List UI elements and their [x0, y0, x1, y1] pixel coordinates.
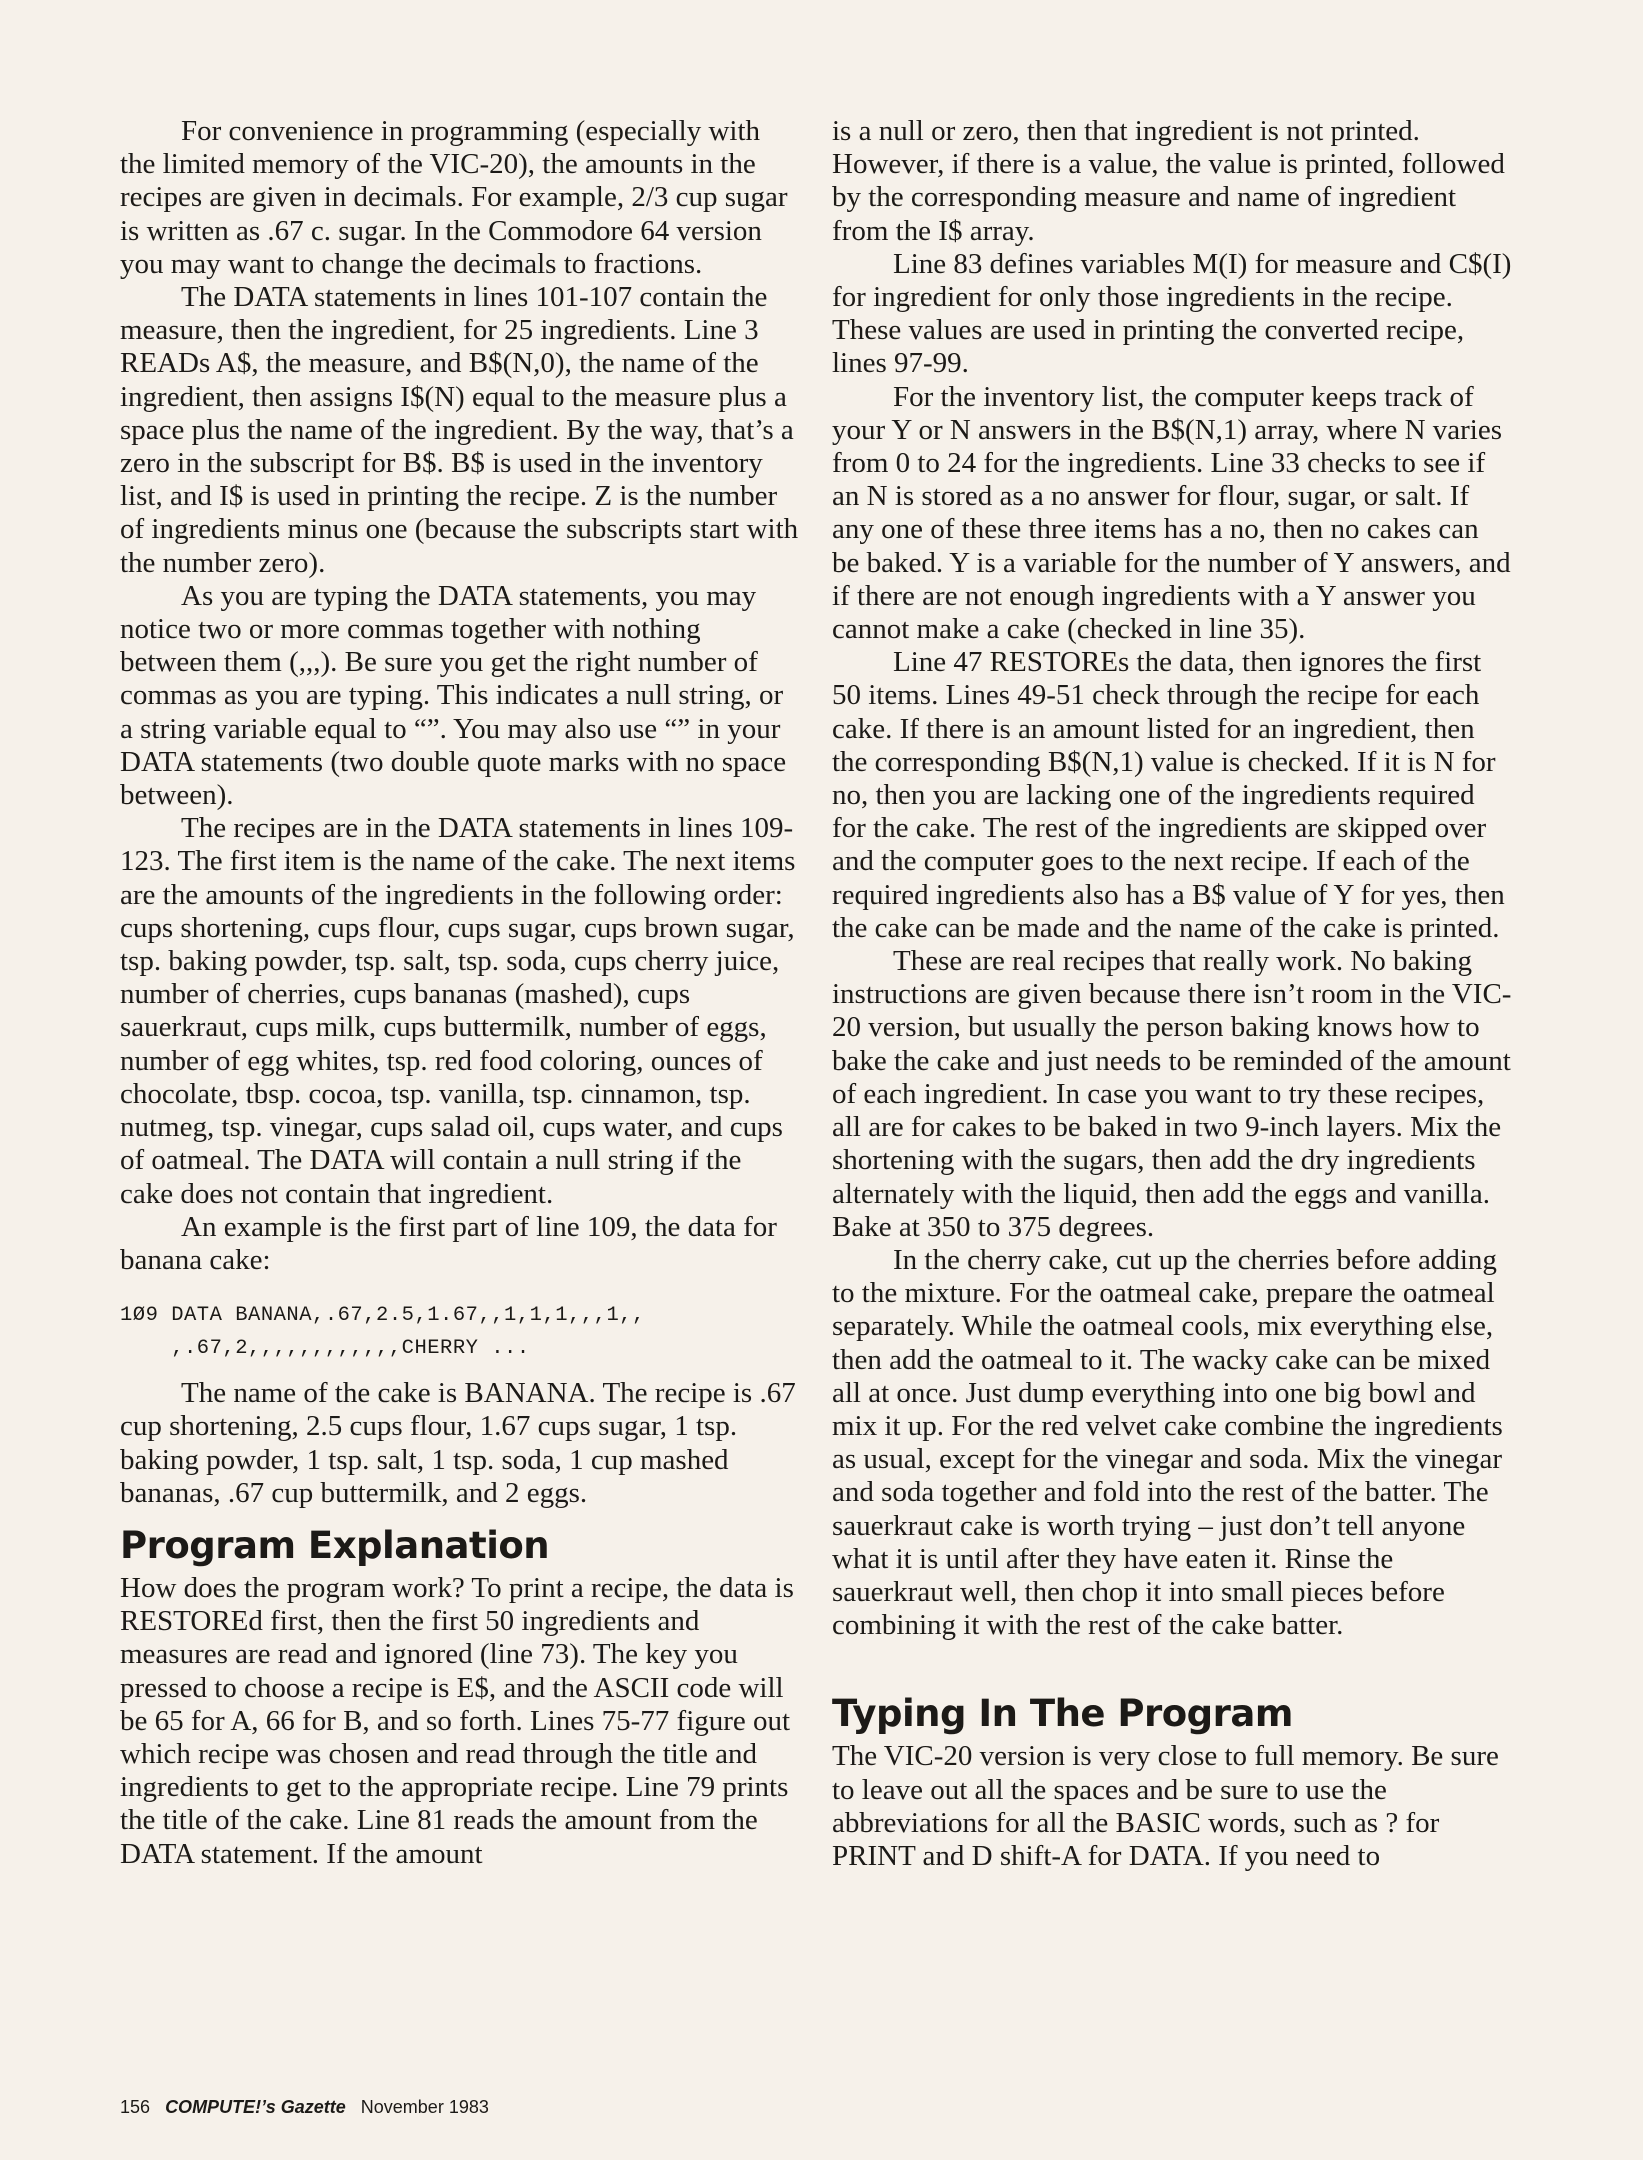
paragraph: The VIC-20 version is very close to full memory. Be sure to leave out all the spaces and be sure to use the abbreviations for all the BASIC words, such as ? for PRINT and D shift-A for DATA. If you need to	[832, 1740, 1499, 1872]
paragraph: The name of the cake is BANANA. The recipe is .67 cup shortening, 2.5 cups flour, 1.67 cups sugar, 1 tsp. baking powder, 1 tsp. salt, 1 tsp. soda, 1 cup mashed bananas, .67 cup buttermilk, and 2 eggs.	[120, 1377, 796, 1509]
page-number: 156	[120, 2097, 151, 2117]
paragraph: An example is the first part of line 109, the data for banana cake:	[120, 1210, 777, 1276]
section-heading: Program Explanation	[120, 1523, 550, 1567]
paragraph: These are real recipes that really work. No baking instructions are given because there isn’t room in the VIC-20 version, but usually the person baking knows how to bake the cake and just needs to be reminded of the amount of each ingredient. In case you want to try these recipes, all are for cakes to be baked in two 9-inch layers. Mix the shortening with the sugars, then add the dry ingredients alternately with the liquid, then add the eggs and vanilla. Bake at 350 to 375 degrees.	[832, 945, 1512, 1243]
left-column	[120, 115, 800, 1871]
paragraph: is a null or zero, then that ingredient is not printed. However, if there is a value, the value is printed, followed by the corresponding measure and name of ingredient from the I$ array.	[832, 115, 1505, 247]
paragraph: The recipes are in the DATA statements in lines 109-123. The first item is the name of the cake. The next items are the amounts of the ingredients in the following order: cups shortening, cups flour, cups sugar, cups brown sugar, tsp. baking powder, tsp. salt, tsp. soda, cups cherry juice, number of cherries, cups bananas (mashed), cups sauerkraut, cups milk, cups buttermilk, number of eggs, number of egg whites, tsp. red food coloring, ounces of chocolate, tbsp. cocoa, tsp. vanilla, tsp. cinnamon, tsp. nutmeg, tsp. vinegar, cups salad oil, cups water, and cups of oatmeal. The DATA will contain a null string if the cake does not contain that ingredient.	[120, 812, 796, 1210]
page-footer	[120, 2097, 489, 2118]
section-heading: Typing In The Program	[832, 1692, 1293, 1736]
code-line: 1Ø9 DATA BANANA,.67,2.5,1.67,,1,1,1,,,1,,	[120, 1304, 645, 1328]
publication-name: COMPUTE!’s Gazette	[165, 2097, 346, 2117]
paragraph: How does the program work? To print a recipe, the data is RESTOREd first, then the first 50 ingredients and measures are read and ignored (line 73). The key you pressed to choose a recipe is E$, and the ASCII code will be 65 for A, 66 for B, and so forth. Lines 75-77 figure out which recipe was chosen and read through the title and ingredients to get to the appropriate recipe. Line 79 prints the title of the cake. Line 81 reads the amount from the DATA statement. If the amount	[120, 1571, 794, 1870]
paragraph: The DATA statements in lines 101-107 contain the measure, then the ingredient, for 25 ingredients. Line 3 READs A$, the measure, and B$(N,0), the name of the ingredient, then assigns I$(N) equal to the measure plus a space plus the name of the ingredient. By the way, that’s a zero in the subscript for B$. B$ is used in the inventory list, and I$ is used in printing the recipe. Z is the number of ingredients minus one (because the subscripts start with the number zero).	[120, 281, 799, 579]
paragraph: Line 47 RESTOREs the data, then ignores the first 50 items. Lines 49-51 check through the recipe for each cake. If there is an amount listed for an ingredient, then the corresponding B$(N,1) value is checked. If it is N for no, then you are lacking one of the ingredients required for the cake. The rest of the ingredients are skipped over and the computer goes to the next recipe. If each of the required ingredients also has a B$ value of Y for yes, then the cake can be made and the name of the cake is printed.	[832, 646, 1505, 944]
paragraph: For convenience in programming (especially with the limited memory of the VIC-20), the amounts in the recipes are given in decimals. For example, 2/3 cup sugar is written as .67 c. sugar. In the Commodore 64 version you may want to change the decimals to fractions.	[120, 115, 788, 280]
paragraph: Line 83 defines variables M(I) for measure and C$(I) for ingredient for only those ingredients in the recipe. These values are used in printing the converted recipe, lines 97-99.	[832, 247, 1512, 380]
paragraph: In the cherry cake, cut up the cherries before adding to the mixture. For the oatmeal cake, prepare the oatmeal separately. While the oatmeal cools, mix everything else, then add the oatmeal to it. The wacky cake can be mixed all at once. Just dump everything into one big bowl and mix it up. For the red velvet cake combine the ingredients as usual, except for the vinegar and soda. Mix the vinegar and soda together and fold into the rest of the batter. The sauerkraut cake is worth trying – just don’t tell anyone what it is until after they have eaten it. Rinse the sauerkraut well, then chop it into small pieces before combining it with the rest of the cake batter.	[832, 1243, 1503, 1642]
code-listing	[120, 1299, 800, 1365]
paragraph: For the inventory list, the computer keeps track of your Y or N answers in the B$(N,1) array, where N varies from 0 to 24 for the ingredients. Line 33 checks to see if an N is stored as a no answer for flour, sugar, or salt. If any one of these three items has a no, then no cakes can be baked. Y is a variable for the number of Y answers, and if there are not enough ingredients with a Y answer you cannot make a cake (checked in line 35).	[832, 380, 1511, 646]
right-column	[832, 115, 1512, 1873]
issue-date: November 1983	[360, 2097, 489, 2117]
paragraph: As you are typing the DATA statements, you may notice two or more commas together with nothing between them (,,,). Be sure you get the right number of commas as you are typing. This indicates a null string, or a string variable equal to “”. You may also use “” in your DATA statements (two double quote marks with no space between).	[120, 579, 787, 812]
code-line: ,.67,2,,,,,,,,,,,,CHERRY ...	[120, 1337, 530, 1361]
